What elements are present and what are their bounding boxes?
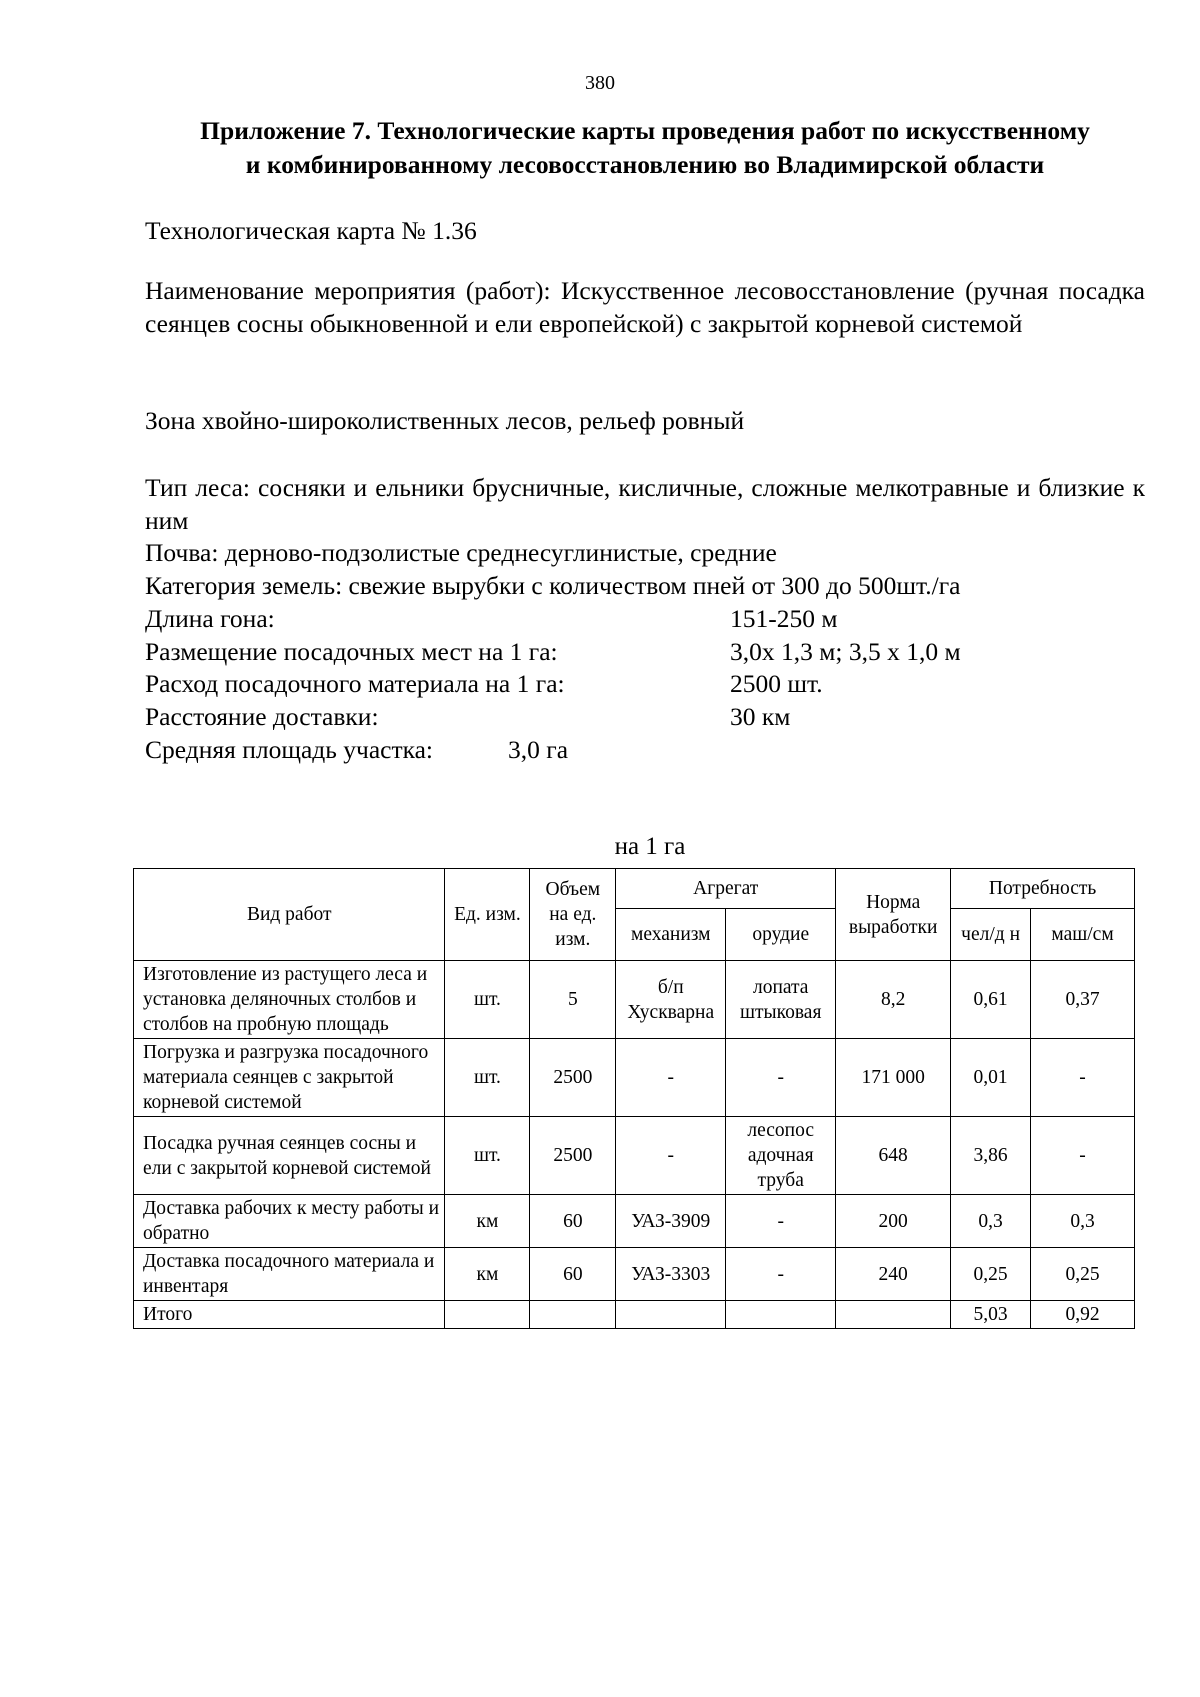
title-line-1: Приложение 7. Технологические карты проведения работ по искусственному xyxy=(200,116,1090,145)
cell-unit: км xyxy=(445,1195,530,1248)
table-total-row xyxy=(134,1301,1135,1329)
empty-cell xyxy=(616,1301,726,1329)
param-label: Размещение посадочных мест на 1 га: xyxy=(145,637,558,666)
appendix-title xyxy=(130,114,1160,182)
cell-tool: - xyxy=(726,1248,836,1301)
cell-norm: 200 xyxy=(836,1195,951,1248)
param-value: 151-250 м xyxy=(730,604,838,633)
total-label: Итого xyxy=(134,1301,445,1329)
table-caption: на 1 га xyxy=(614,833,686,860)
header-norm: Норма выработки xyxy=(836,869,951,961)
header-volume: Объем на ед. изм. xyxy=(530,869,616,961)
param-label: Расход посадочного материала на 1 га: xyxy=(145,669,565,698)
cell-man-days: 0,61 xyxy=(951,961,1031,1039)
cell-machine-shifts: 0,3 xyxy=(1031,1195,1135,1248)
card-number: Технологическая карта № 1.36 xyxy=(145,216,477,245)
cell-norm: 8,2 xyxy=(836,961,951,1039)
param-value: 3,0х 1,3 м; 3,5 х 1,0 м xyxy=(730,637,961,666)
cell-machine-shifts: - xyxy=(1031,1039,1135,1117)
table-row xyxy=(134,1195,1135,1248)
cell-machine-shifts: 0,25 xyxy=(1031,1248,1135,1301)
param-value: 30 км xyxy=(730,702,791,731)
cell-machine-shifts: - xyxy=(1031,1117,1135,1195)
cell-mechanism: - xyxy=(616,1117,726,1195)
header-work-type: Вид работ xyxy=(134,869,445,961)
header-need: Потребность xyxy=(951,869,1135,909)
total-man-days: 5,03 xyxy=(951,1301,1031,1329)
cell-volume: 60 xyxy=(530,1248,616,1301)
cell-unit: шт. xyxy=(445,961,530,1039)
cell-man-days: 3,86 xyxy=(951,1117,1031,1195)
cell-man-days: 0,01 xyxy=(951,1039,1031,1117)
table-header-row xyxy=(134,869,1135,909)
cell-unit: шт. xyxy=(445,1117,530,1195)
cell-work: Погрузка и разгрузка посадочного материала сеянцев с закрытой корневой системой xyxy=(134,1039,445,1117)
cell-volume: 2500 xyxy=(530,1039,616,1117)
table-row xyxy=(134,961,1135,1039)
cell-man-days: 0,3 xyxy=(951,1195,1031,1248)
cell-tool: - xyxy=(726,1039,836,1117)
cell-man-days: 0,25 xyxy=(951,1248,1031,1301)
header-aggregate: Агрегат xyxy=(616,869,836,909)
forest-type: Тип леса: сосняки и ельники брусничные, кисличные, сложные мелкотравные и близкие к ним xyxy=(145,473,1145,535)
header-machine-shifts: маш/см xyxy=(1031,909,1135,961)
avg-area-value: 3,0 га xyxy=(508,735,569,764)
cell-mechanism: - xyxy=(616,1039,726,1117)
table-row xyxy=(134,1039,1135,1117)
header-unit: Ед. изм. xyxy=(445,869,530,961)
cell-mechanism: УАЗ-3909 xyxy=(616,1195,726,1248)
cell-tool: - xyxy=(726,1195,836,1248)
param-label: Длина гона: xyxy=(145,604,275,633)
empty-cell xyxy=(836,1301,951,1329)
table-row xyxy=(134,1248,1135,1301)
cell-work: Доставка посадочного материала и инвентаря xyxy=(134,1248,445,1301)
empty-cell xyxy=(726,1301,836,1329)
empty-cell xyxy=(530,1301,616,1329)
cell-tool: лесопос адочная труба xyxy=(726,1117,836,1195)
cell-work: Доставка рабочих к месту работы и обратно xyxy=(134,1195,445,1248)
cell-unit: км xyxy=(445,1248,530,1301)
total-machine-shifts: 0,92 xyxy=(1031,1301,1135,1329)
cell-norm: 240 xyxy=(836,1248,951,1301)
empty-cell xyxy=(445,1301,530,1329)
param-value: 2500 шт. xyxy=(730,669,823,698)
activity-name: Наименование мероприятия (работ): Искусственное лесовосстановление (ручная посадка сеянцев сосны обыкновенной и ели европейской) с закрытой корневой системой xyxy=(145,276,1145,338)
cell-norm: 648 xyxy=(836,1117,951,1195)
avg-area-label: Средняя площадь участка: xyxy=(145,735,434,764)
cell-norm: 171 000 xyxy=(836,1039,951,1117)
header-mechanism: механизм xyxy=(616,909,726,961)
cell-mechanism: УАЗ-3303 xyxy=(616,1248,726,1301)
forest-zone: Зона хвойно-широколиственных лесов, рельеф ровный xyxy=(145,406,745,435)
page-number: 380 xyxy=(585,72,615,94)
cell-tool: лопата штыковая xyxy=(726,961,836,1039)
cell-machine-shifts: 0,37 xyxy=(1031,961,1135,1039)
cell-volume: 2500 xyxy=(530,1117,616,1195)
title-line-2: и комбинированному лесовосстановлению во Владимирской области xyxy=(245,150,1045,179)
cell-work: Посадка ручная сеянцев сосны и ели с закрытой корневой системой xyxy=(134,1117,445,1195)
cell-work: Изготовление из растущего леса и установка деляночных столбов и столбов на пробную площадь xyxy=(134,961,445,1039)
param-label: Расстояние доставки: xyxy=(145,702,379,731)
table-row xyxy=(134,1117,1135,1195)
land-category: Категория земель: свежие вырубки с количеством пней от 300 до 500шт./га xyxy=(145,571,961,600)
cell-unit: шт. xyxy=(445,1039,530,1117)
header-tool: орудие xyxy=(726,909,836,961)
header-man-days: чел/д н xyxy=(951,909,1031,961)
cell-mechanism: б/п Хускварна xyxy=(616,961,726,1039)
work-table xyxy=(133,868,1135,1329)
cell-volume: 60 xyxy=(530,1195,616,1248)
soil: Почва: дерново-подзолистые среднесуглинистые, средние xyxy=(145,538,777,567)
cell-volume: 5 xyxy=(530,961,616,1039)
